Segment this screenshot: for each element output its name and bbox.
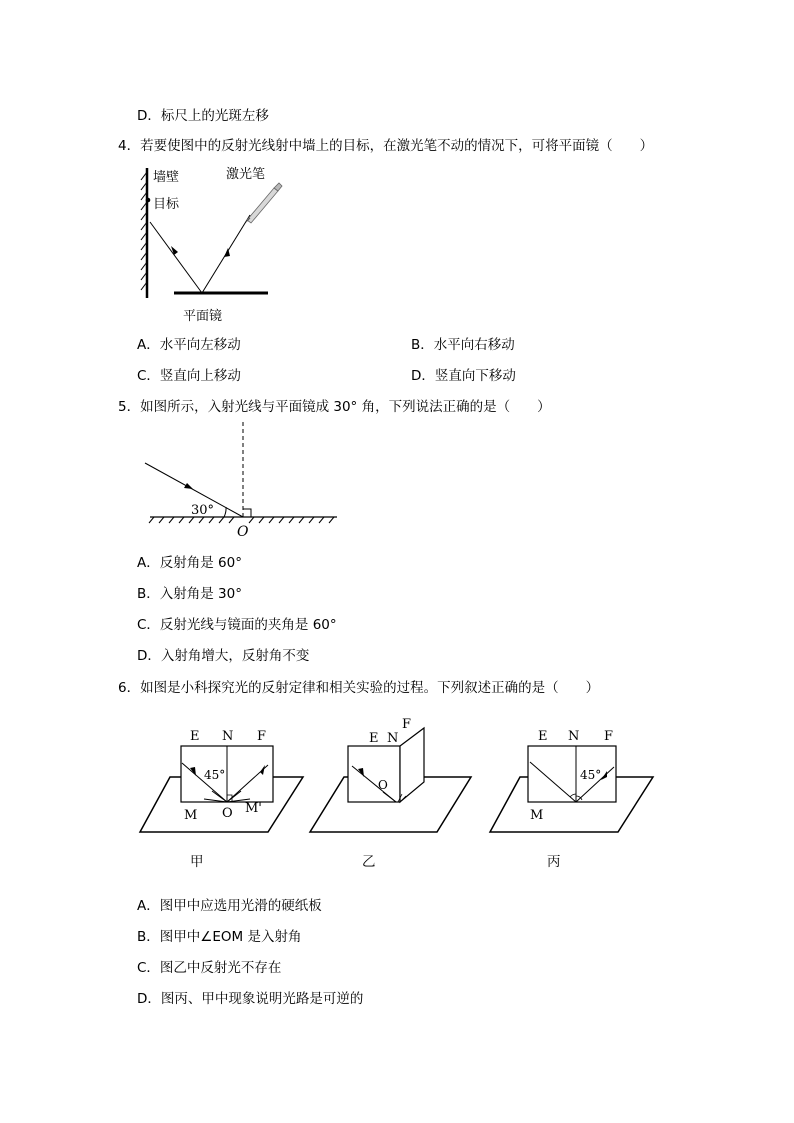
q6-figure-yi [308, 710, 478, 870]
q4-option-a[interactable]: A．水平向左移动 [137, 337, 241, 353]
svg-text:45°: 45° [204, 768, 226, 782]
svg-text:F: F [604, 729, 614, 744]
svg-text:M: M [184, 808, 198, 823]
q5-option-a[interactable]: A．反射角是 60° [137, 555, 242, 571]
q6-option-a[interactable]: A．图甲中应选用光滑的硬纸板 [137, 898, 322, 914]
q5-option-d[interactable]: D．入射角增大，反射角不变 [137, 648, 310, 664]
wall-label: 墙壁 [153, 170, 180, 185]
svg-text:N: N [568, 729, 580, 744]
svg-text:E: E [190, 729, 200, 744]
svg-text:E: E [538, 729, 548, 744]
laser-label: 激光笔 [226, 167, 266, 182]
q6-stem: 6．如图是小科探究光的反射定律和相关实验的过程。下列叙述正确的是（ ） [118, 680, 600, 696]
point-o-label: O [237, 524, 249, 540]
q5-figure [140, 420, 345, 545]
svg-text:O: O [222, 806, 233, 821]
q6-option-c[interactable]: C．图乙中反射光不存在 [137, 960, 282, 976]
svg-text:N: N [387, 731, 399, 746]
svg-text:N: N [222, 729, 234, 744]
svg-text:O: O [378, 778, 388, 792]
q5-option-c[interactable]: C．反射光线与镜面的夹角是 60° [137, 617, 337, 633]
svg-text:F: F [402, 717, 412, 732]
laser-pen-icon [246, 183, 282, 223]
q4-stem: 4．若要使图中的反射光线射中墙上的目标，在激光笔不动的情况下，可将平面镜（ ） [118, 138, 654, 154]
caption-yi: 乙 [362, 854, 376, 870]
q6-figure-jia [138, 722, 308, 872]
mirror-label: 平面镜 [183, 309, 223, 324]
svg-text:M': M' [245, 801, 262, 816]
q4-option-b[interactable]: B．水平向右移动 [411, 337, 515, 353]
q5-stem: 5．如图所示，入射光线与平面镜成 30° 角，下列说法正确的是（ ） [118, 399, 551, 415]
angle-30-label: 30° [191, 503, 215, 518]
q4-option-c[interactable]: C．竖直向上移动 [137, 368, 241, 384]
target-dot [146, 198, 151, 203]
target-label: 目标 [153, 197, 180, 212]
caption-bing: 丙 [547, 854, 561, 870]
svg-text:M: M [530, 808, 544, 823]
q6-option-b[interactable]: B．图甲中∠EOM 是入射角 [137, 929, 302, 945]
q5-option-b[interactable]: B．入射角是 30° [137, 586, 242, 602]
caption-jia: 甲 [190, 854, 204, 870]
q4-option-d[interactable]: D．竖直向下移动 [411, 368, 516, 384]
svg-text:45°: 45° [580, 768, 602, 782]
q6-figure-bing [488, 722, 658, 872]
svg-text:E: E [369, 731, 379, 746]
svg-text:F: F [257, 729, 267, 744]
prev-option-d: D．标尺上的光斑左移 [137, 108, 269, 124]
q6-option-d[interactable]: D．图丙、甲中现象说明光路是可逆的 [137, 991, 364, 1007]
